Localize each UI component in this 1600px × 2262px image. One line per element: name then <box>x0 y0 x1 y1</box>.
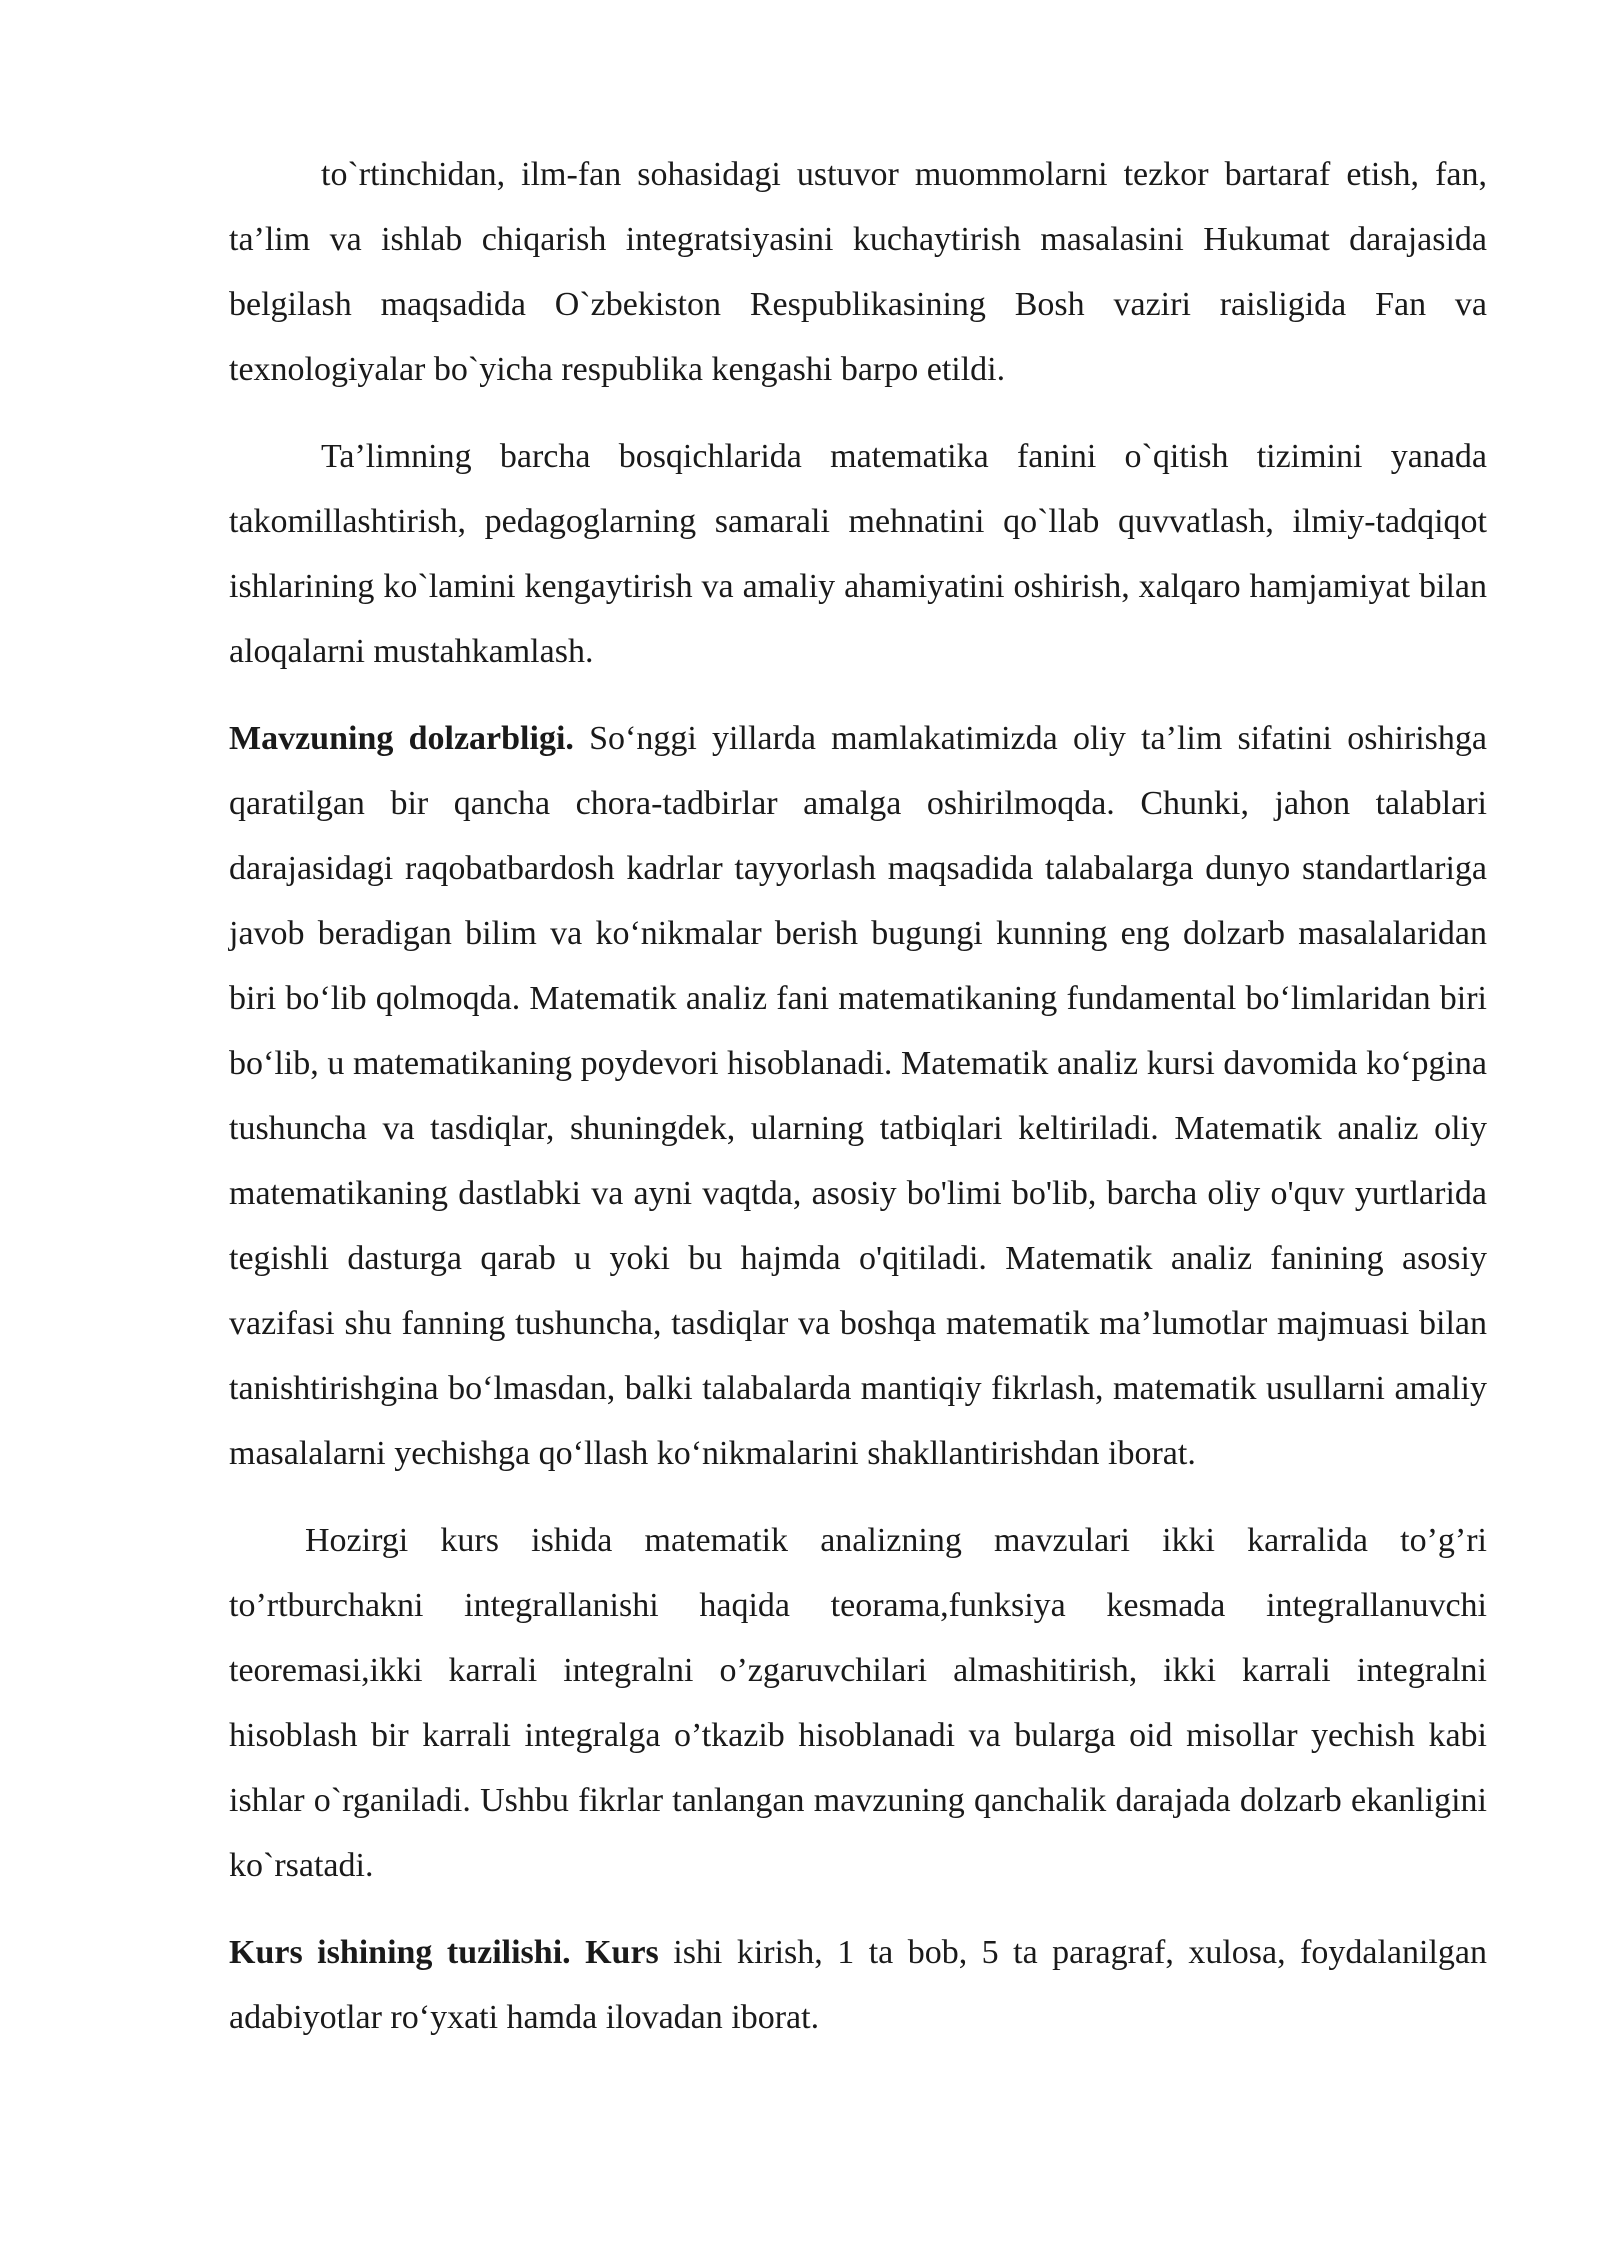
paragraph-fan-kengashi <box>229 142 1487 402</box>
paragraph-talim-bosqichlari <box>229 424 1487 684</box>
paragraph-text: Ta’limning barcha bosqichlarida matematika fanini o`qitish tizimini yanada takomillashtirish, pedagoglarning samarali mehnatini qo`llab quvvatlash, ilmiy-tadqiqot ishlarining ko`lamini kengaytirish va amaliy ahamiyatini oshirish, xalqaro hamjamiyat bilan aloqalarni mustahkamlash. <box>229 438 1487 670</box>
section-heading-dolzarblik: Mavzuning dolzarbligi. <box>229 720 574 757</box>
paragraph-kurs-tuzilishi <box>229 1920 1487 2050</box>
paragraph-text: to`rtinchidan, ilm-fan sohasidagi ustuvor muommolarni tezkor bartaraf etish, fan, ta’lim va ishlab chiqarish integratsiyasini kuchaytirish masalasini Hukumat darajasida belgilash maqsadida O`zbekiston Respublikasining Bosh vaziri raisligida Fan va texnologiyalar bo`yicha respublika kengashi barpo etildi. <box>229 156 1487 388</box>
section-heading-tuzilishi: Kurs ishining tuzilishi. Kurs <box>229 1934 659 1971</box>
paragraph-hozirgi-kurs-ishi <box>229 1508 1487 1898</box>
paragraph-mavzuning-dolzarbligi <box>229 706 1487 1486</box>
paragraph-text: So‘nggi yillarda mamlakatimizda oliy ta’lim sifatini oshirishga qaratilgan bir qancha chora-tadbirlar amalga oshirilmoqda. Chunki, jahon talablari darajasidagi raqobatbardosh kadrlar tayyorlash maqsadida talabalarga dunyo standartlariga javob beradigan bilim va ko‘nikmalar berish bugungi kunning eng dolzarb masalalaridan biri bo‘lib qolmoqda. Matematik analiz fani matematikaning fundamental bo‘limlaridan biri bo‘lib, u matematikaning poydevori hisoblanadi. Matematik analiz kursi davomida ko‘pgina tushuncha va tasdiqlar, shuningdek, ularning tatbiqlari keltiriladi. Matematik analiz oliy matematikaning dastlabki va ayni vaqtda, asosiy bo'limi bo'lib, barcha oliy o'quv yurtlarida tegishli dasturga qarab u yoki bu hajmda o'qitiladi. Matematik analiz fanining asosiy vazifasi shu fanning tushuncha, tasdiqlar va boshqa matematik ma’lumotlar majmuasi bilan tanishtirishgina bo‘lmasdan, balki talabalarda mantiqiy fikrlash, matematik usullarni amaliy masalalarni yechishga qo‘llash ko‘nikmalarini shakllantirishdan iborat. <box>229 720 1488 1472</box>
document-body <box>229 142 1487 2072</box>
paragraph-text: ishi kirish, 1 ta bob, 5 ta paragraf, xulosa, foydalanilgan adabiyotlar ro‘yxati hamda ilovadan iborat. <box>229 1934 1487 2036</box>
paragraph-text: Hozirgi kurs ishida matematik analizning mavzulari ikki karralida to’g’ri to’rtburchakni integrallanishi haqida teorama,funksiya kesmada integrallanuvchi teoremasi,ikki karrali integralni o’zgaruvchilari almashitirish, ikki karrali integralni hisoblash bir karrali integralga o’tkazib hisoblanadi va bularga oid misollar yechish kabi ishlar o`rganiladi. Ushbu fikrlar tanlangan mavzuning qanchalik darajada dolzarb ekanligini ko`rsatadi. <box>229 1522 1487 1884</box>
